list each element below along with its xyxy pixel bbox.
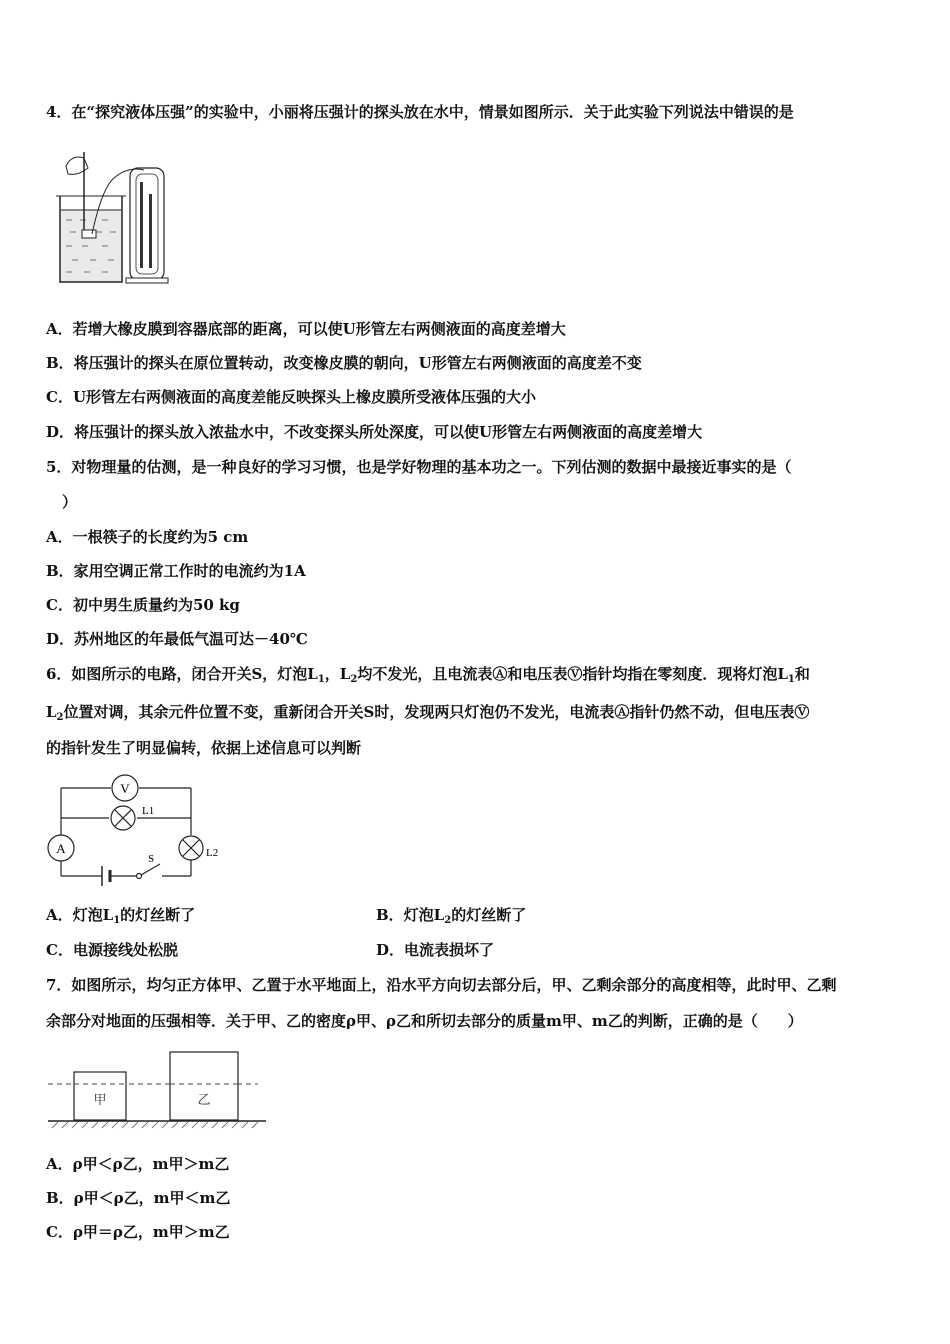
- block-yi-label: 乙: [197, 1093, 211, 1108]
- pressure-gauge-figure: [52, 148, 170, 286]
- voltmeter-label: V: [120, 781, 130, 796]
- q4-option-d: D．将压强计的探头放入浓盐水中，不改变探头所处深度，可以使U形管左右两侧液面的高度差增大: [46, 423, 703, 441]
- q7-stem-line2: 余部分对地面的压强相等．关于甲、乙的密度ρ甲、ρ乙和所切去部分的质量m甲、m乙的判断，正确的是（ ）: [46, 1012, 803, 1030]
- lamp1-label: L1: [142, 805, 155, 817]
- q6-option-c: C．电源接线处松脱: [46, 941, 178, 959]
- q7-option-c: C．ρ甲＝ρ乙，m甲＞m乙: [46, 1223, 230, 1241]
- q4-option-a: A．若增大橡皮膜到容器底部的距离，可以使U形管左右两侧液面的高度差增大: [46, 320, 566, 338]
- q5-stem-line1: 5．对物理量的估测，是一种良好的学习习惯，也是学好物理的基本功之一。下列估测的数据中最接近事实的是（: [46, 458, 792, 476]
- q4-option-c: C．U形管左右两侧液面的高度差能反映探头上橡皮膜所受液体压强的大小: [46, 388, 537, 406]
- block-jia-label: 甲: [93, 1093, 107, 1108]
- q4-option-b: B．将压强计的探头在原位置转动，改变橡皮膜的朝向，U形管左右两侧液面的高度差不变: [46, 354, 642, 372]
- q5-option-d: D．苏州地区的年最低气温可达－40℃: [46, 630, 308, 648]
- q7-stem-line1: 7．如图所示，均匀正方体甲、乙置于水平地面上，沿水平方向切去部分后，甲、乙剩余部分的高度相等，此时甲、乙剩: [46, 976, 837, 994]
- q6-stem-line2: $L_2$位置对调，其余元件位置不变，重新闭合开关S时，发现两只灯泡仍不发光，电流表Ⓐ指针仍然不动，但电压表Ⓥ: [46, 703, 810, 723]
- cubes-figure: [48, 1048, 270, 1136]
- q7-option-a: A．ρ甲＜ρ乙，m甲＞m乙: [46, 1155, 230, 1173]
- q7-option-b: B．ρ甲＜ρ乙，m甲＜m乙: [46, 1189, 231, 1207]
- lamp2-label: L2: [206, 847, 219, 859]
- q4-stem: 4．在“探究液体压强”的实验中，小丽将压强计的探头放在水中，情景如图所示．关于此实验下列说法中错误的是: [46, 103, 794, 121]
- q6-option-a: A．灯泡$L_1$的灯丝断了: [46, 906, 196, 926]
- switch-label: S: [148, 853, 155, 865]
- q5-option-a: A．一根筷子的长度约为5 cm: [46, 528, 249, 546]
- q5-stem-line2: ）: [62, 493, 78, 511]
- q6-option-d: D．电流表损坏了: [376, 941, 495, 959]
- q5-option-c: C．初中男生质量约为50 kg: [46, 596, 240, 614]
- q6-stem-line1: 6．如图所示的电路，闭合开关S，灯泡$L_1$，$L_2$均不发光，且电流表Ⓐ和电压表Ⓥ指针均指在零刻度．现将灯泡$L_1$和: [46, 665, 810, 685]
- q6-stem-line3: 的指针发生了明显偏转，依据上述信息可以判断: [46, 739, 362, 757]
- q5-option-b: B．家用空调正常工作时的电流约为1A: [46, 562, 306, 580]
- q6-option-b: B．灯泡$L_2$的灯丝断了: [376, 906, 527, 926]
- ammeter-label: A: [56, 841, 66, 856]
- circuit-diagram: [40, 770, 240, 890]
